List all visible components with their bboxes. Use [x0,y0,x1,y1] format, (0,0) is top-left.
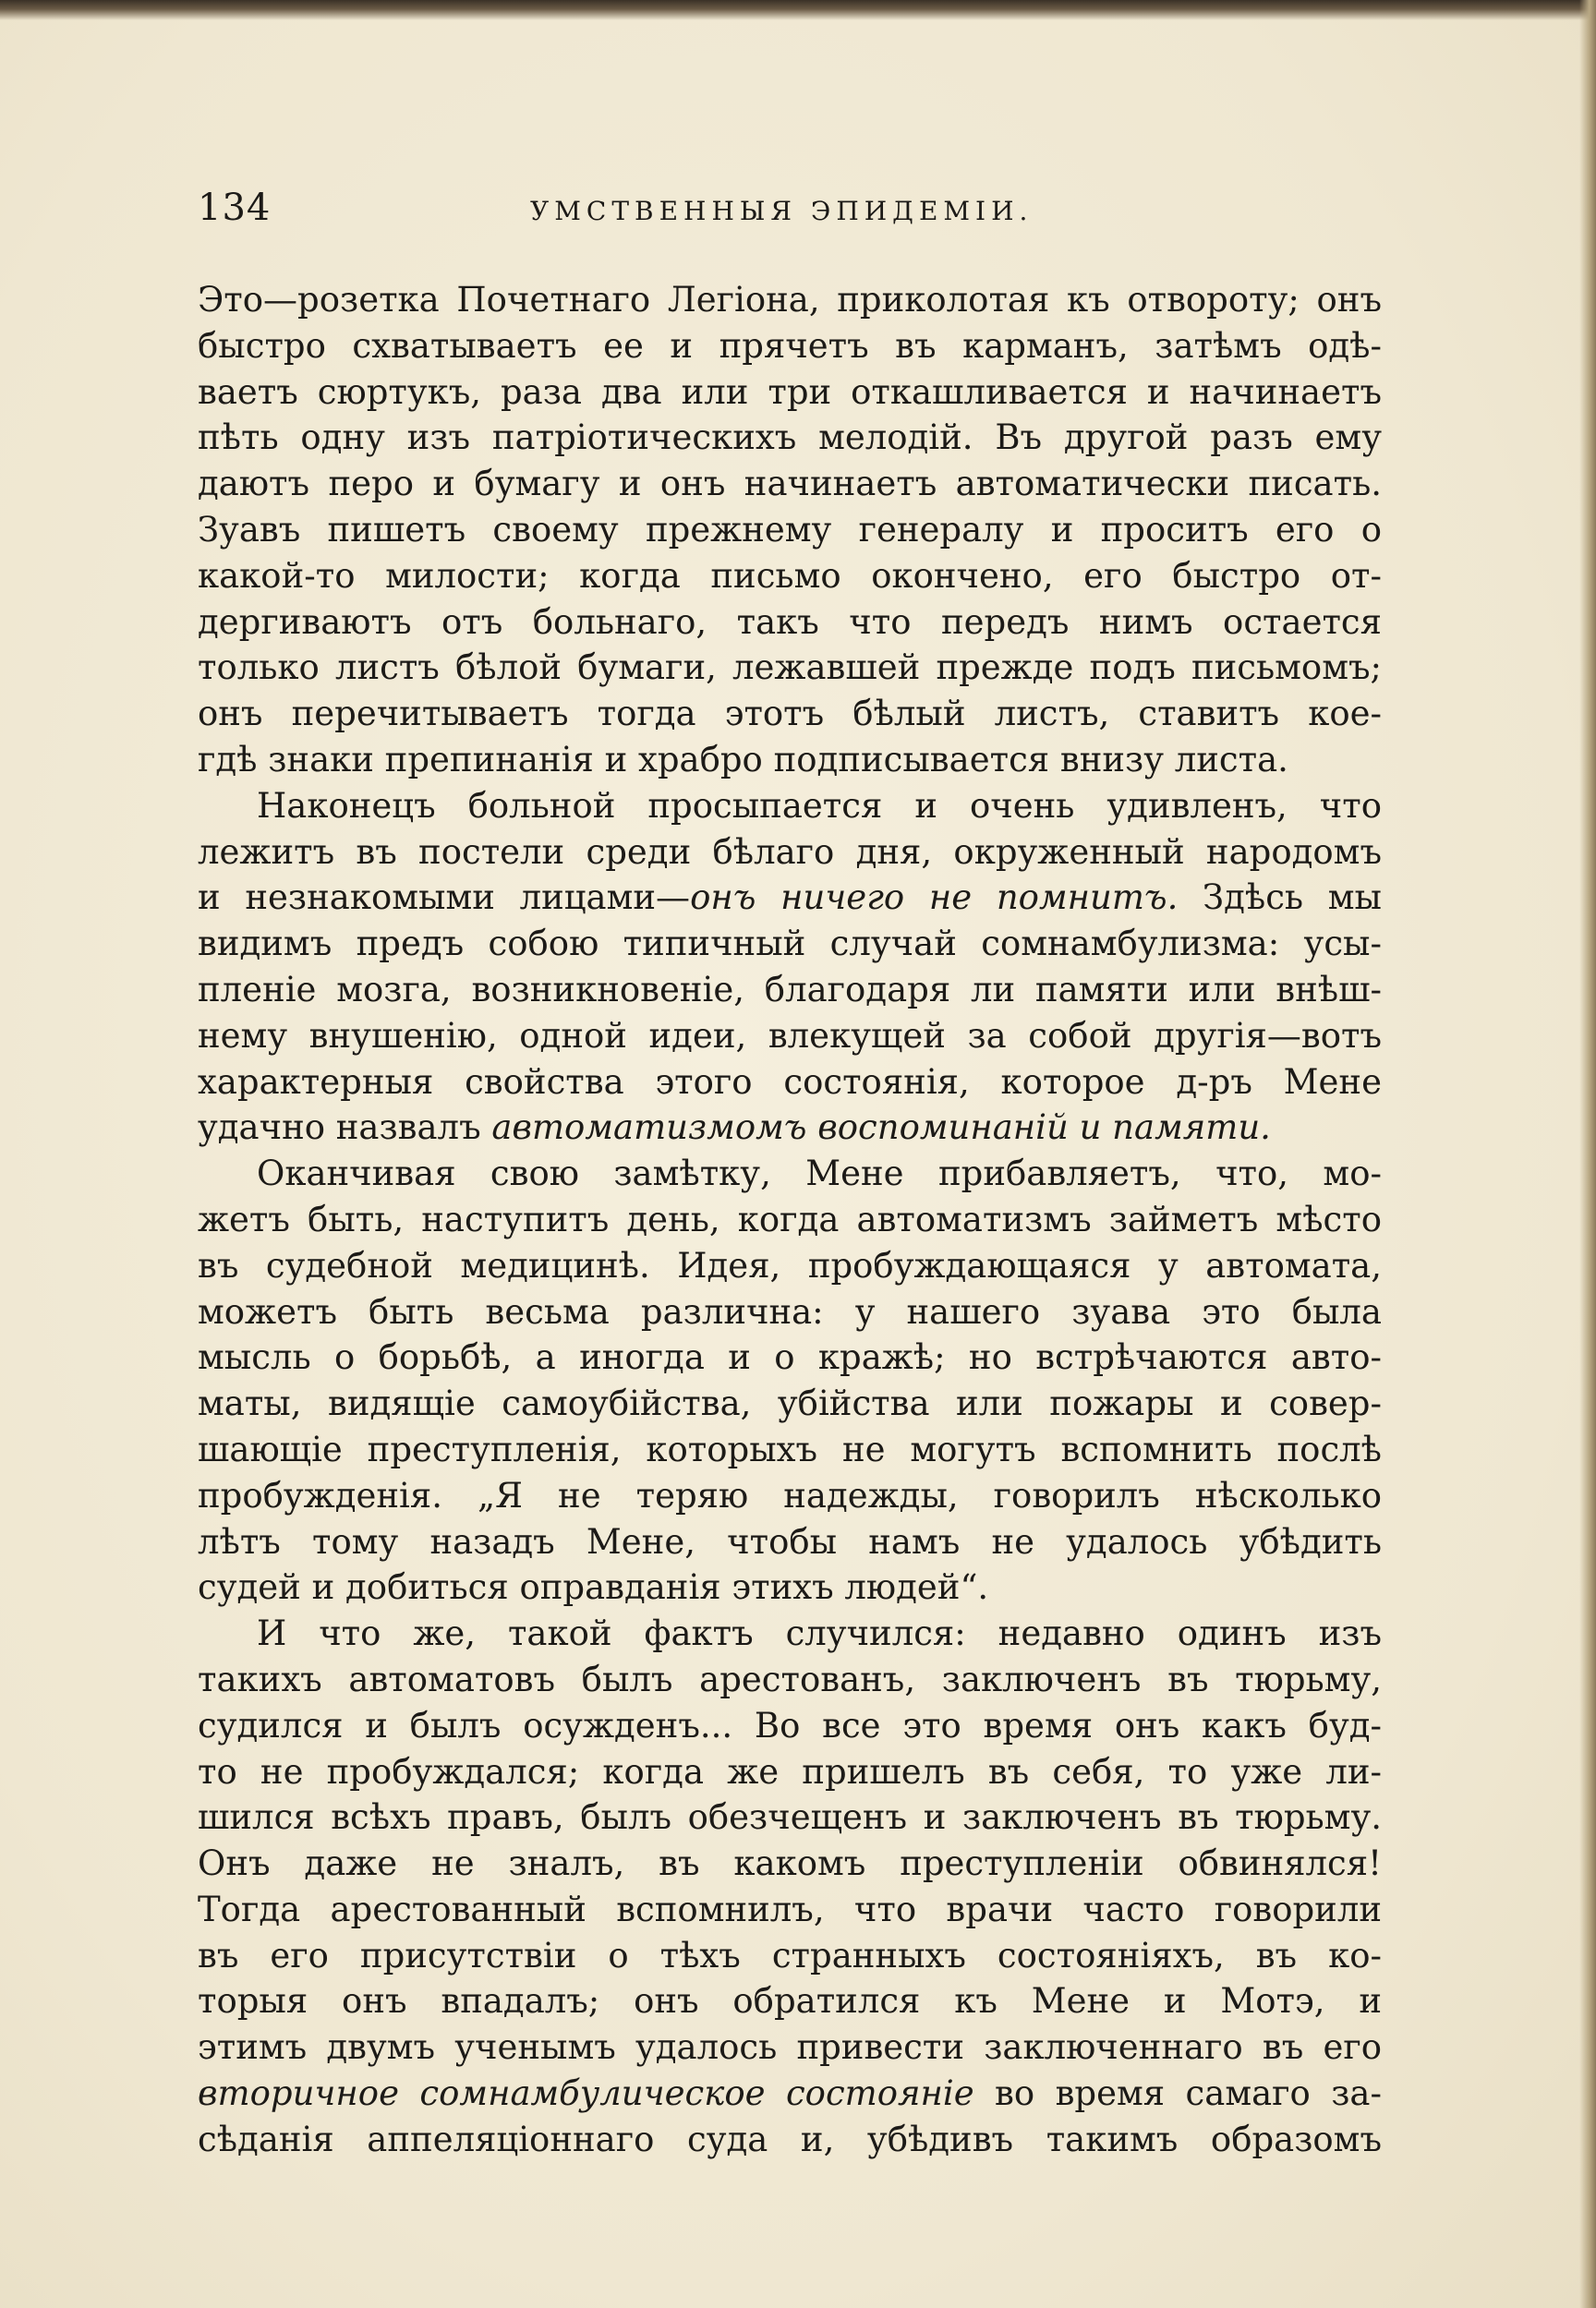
text-line [198,1013,1382,1059]
text-segment: пробужденія. „Я не теряю надежды, говорилъ нѣсколько [198,1475,1382,1516]
text-segment: сѣданія аппеляціоннаго суда и, убѣдивъ такимъ образомъ [198,2119,1382,2159]
text-line [198,369,1382,416]
text-line [198,875,1382,921]
text-line [198,783,1382,829]
text-segment: И что же, такой фактъ случился: недавно одинъ изъ [257,1613,1382,1654]
text-segment: пѣть одну изъ патріотическихъ мелодій. Въ другой разъ ему [198,417,1382,458]
text-segment: Тогда арестованный вспомнилъ, что врачи часто говорили [198,1889,1382,1929]
text-line [198,2071,1382,2117]
text-line [198,1059,1382,1106]
text-segment: характерныя свойства этого состоянія, которое д-ръ Мене [198,1061,1382,1102]
text-segment: удачно назвалъ [198,1107,492,1148]
text-segment: Это—розетка Почетнаго Легіона, приколотая къ отвороту; онъ [198,280,1382,320]
page-top-edge [0,0,1596,20]
text-segment: быстро схватываетъ ее и прячетъ въ карманъ, затѣмъ одѣ- [198,325,1382,366]
running-title: УМСТВЕННЫЯ ЭПИДЕМІИ. [530,196,1034,226]
italic-text: онъ ничего не помнитъ. [690,877,1179,918]
text-line [198,1381,1382,1427]
italic-text: вторичное сомнамбулическое состояніе [198,2073,974,2114]
text-segment: во время самаго за- [973,2073,1382,2114]
text-line [198,1289,1382,1335]
text-line [198,1978,1382,2024]
text-segment: лежитъ въ постели среди бѣлаго дня, окруженный народомъ [198,831,1382,872]
text-line [198,553,1382,599]
text-segment: Оканчивая свою замѣтку, Мене прибавляетъ, что, мо- [257,1154,1382,1194]
text-line [198,1243,1382,1289]
text-line [198,645,1382,691]
text-line [198,1565,1382,1611]
text-line [198,507,1382,553]
text-segment: Зуавъ пишетъ своему прежнему генералу и проситъ его о [198,509,1382,550]
text-line [198,1887,1382,1933]
text-segment: видимъ предъ собою типичный случай сомнамбулизма: усы- [198,924,1382,964]
text-segment: то не пробуждался; когда же пришелъ въ себя, то уже ли- [198,1751,1382,1792]
text-line [198,1151,1382,1197]
text-segment: можетъ быть весьма различна: у нашего зуава это была [198,1291,1382,1332]
text-segment: мысль о борьбѣ, а иногда и о кражѣ; но встрѣчаются авто- [198,1337,1382,1378]
text-segment: торыя онъ впадалъ; онъ обратился къ Мене и Мотэ, и [198,1981,1382,2022]
text-segment: нему внушенію, одной идеи, влекущей за собой другія—вотъ [198,1015,1382,1056]
text-line [198,1703,1382,1749]
page-right-edge [1579,0,1596,2308]
text-line [198,737,1382,783]
text-segment: Здѣсь мы [1178,877,1382,918]
text-segment: судился и былъ осужденъ... Во все это время онъ какъ буд- [198,1705,1382,1746]
text-segment: жетъ быть, наступитъ день, когда автоматизмъ займетъ мѣсто [198,1199,1382,1239]
text-line [198,277,1382,323]
text-line [198,2024,1382,2071]
text-segment: судей и добиться оправданія этихъ людей“. [198,1567,989,1608]
text-line [198,415,1382,461]
text-segment: какой-то милости; когда письмо окончено, его быстро от- [198,555,1382,596]
text-line [198,1473,1382,1519]
text-segment: ваетъ сюртукъ, раза два или три откашливается и начинаетъ [198,371,1382,412]
text-line [198,1933,1382,1979]
text-line [198,323,1382,369]
text-line [198,1611,1382,1657]
text-segment: маты, видящіе самоубійства, убійства или пожары и совер- [198,1384,1382,1424]
text-line [198,967,1382,1013]
text-segment: такихъ автоматовъ былъ арестованъ, заключенъ въ тюрьму, [198,1659,1382,1699]
text-segment: шился всѣхъ правъ, былъ обезчещенъ и заключенъ въ тюрьму. [198,1797,1382,1838]
text-line [198,921,1382,967]
text-line [198,1519,1382,1565]
text-line [198,1197,1382,1243]
text-line [198,1427,1382,1473]
body-text [198,277,1382,2163]
text-line [198,1105,1382,1151]
text-segment: этимъ двумъ ученымъ удалось привести заключеннаго въ его [198,2027,1382,2068]
text-line [198,1749,1382,1795]
text-segment: Наконецъ больной просыпается и очень удивленъ, что [257,785,1382,826]
text-segment: въ судебной медицинѣ. Идея, пробуждающаяся у автомата, [198,1245,1382,1286]
text-line [198,461,1382,507]
text-segment: дергиваютъ отъ больнаго, такъ что передъ нимъ остается [198,601,1382,642]
italic-text: автоматизмомъ воспоминаній и памяти. [491,1107,1271,1148]
text-segment: пленіе мозга, возникновеніе, благодаря ли памяти или внѣш- [198,969,1382,1009]
text-segment: лѣтъ тому назадъ Мене, чтобы намъ не удалось убѣдить [198,1521,1382,1562]
text-segment: гдѣ знаки препинанія и храбро подписывается внизу листа. [198,739,1288,779]
text-line [198,2117,1382,2163]
text-line [198,1794,1382,1841]
text-line [198,1657,1382,1703]
text-segment: онъ перечитываетъ тогда этотъ бѣлый листъ, ставитъ кое- [198,694,1382,734]
text-segment: и незнакомыми лицами— [198,877,691,918]
text-line [198,1841,1382,1887]
text-segment: только листъ бѣлой бумаги, лежавшей прежде подъ письмомъ; [198,647,1382,688]
page-header [198,180,1398,236]
page-number: 134 [198,187,272,229]
text-segment: Онъ даже не зналъ, въ какомъ преступленіи обвинялся! [198,1843,1382,1884]
text-segment: въ его присутствіи о тѣхъ странныхъ состояніяхъ, въ ко- [198,1935,1382,1976]
text-segment: шающіе преступленія, которыхъ не могутъ вспомнить послѣ [198,1429,1382,1469]
text-segment: даютъ перо и бумагу и онъ начинаетъ автоматически писать. [198,464,1382,504]
text-line [198,1335,1382,1381]
text-line [198,599,1382,646]
text-line [198,691,1382,737]
text-line [198,829,1382,876]
